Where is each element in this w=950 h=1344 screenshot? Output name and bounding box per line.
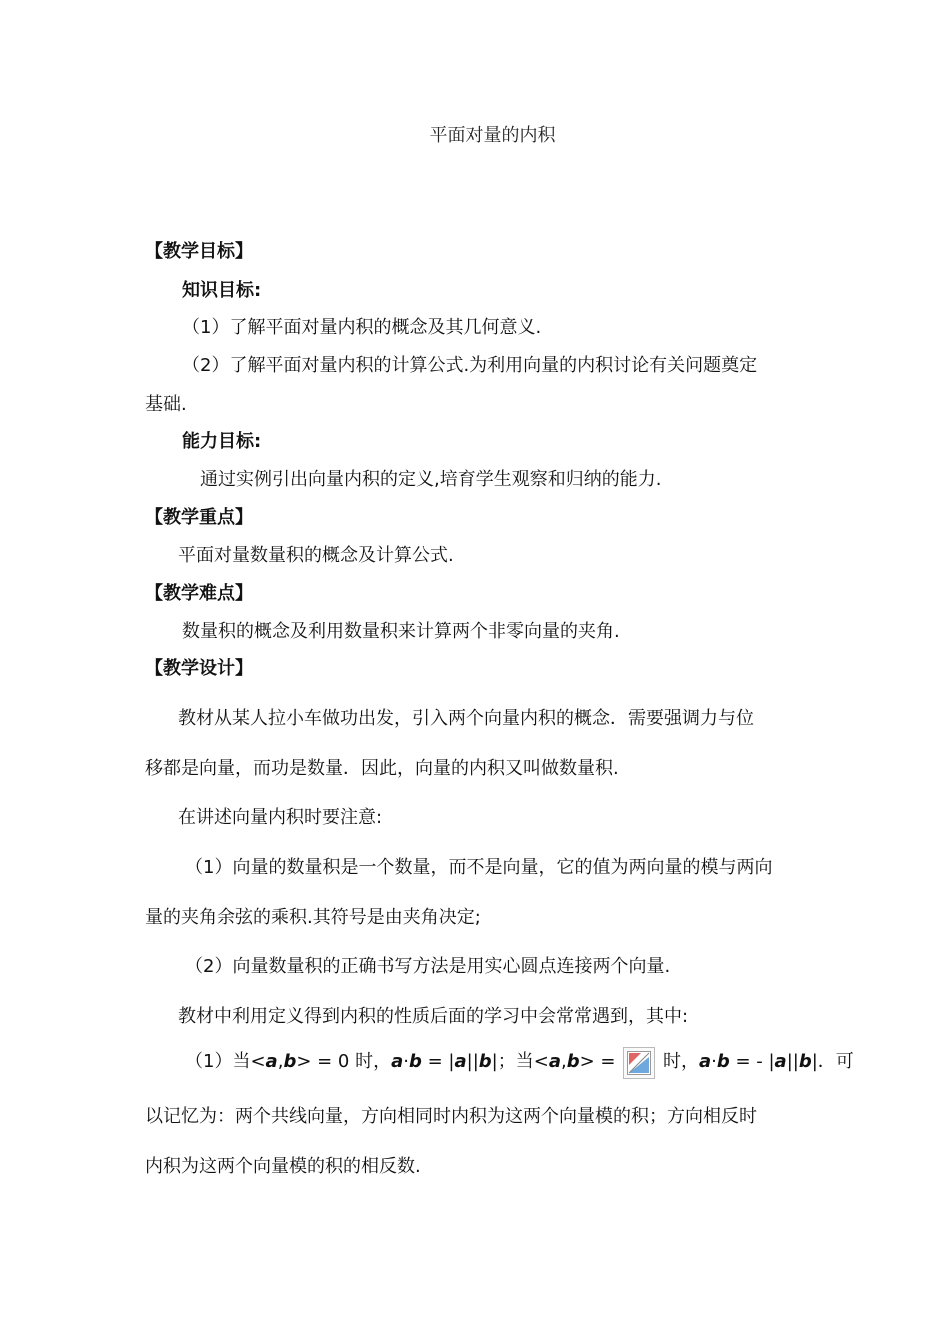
knowledge-item-1: （1）了解平面对量内积的概念及其几何意义. xyxy=(182,317,542,338)
formula-abs-mid: || xyxy=(786,1051,799,1072)
formula-eq-image: > = xyxy=(579,1051,622,1072)
broken-image-icon xyxy=(623,1047,655,1079)
knowledge-item-2-line2: 基础. xyxy=(145,394,187,415)
dot-operator: · xyxy=(403,1051,409,1072)
design-paragraph-5: 教材中利用定义得到内积的性质后面的学习中会常常遇到，其中: xyxy=(178,1006,689,1027)
objectives-heading: 【教学目标】 xyxy=(145,241,253,262)
vector-b: b xyxy=(283,1051,297,1072)
vector-b: b xyxy=(409,1051,422,1072)
vector-a: a xyxy=(548,1051,561,1072)
design-paragraph-3-line1: （1）向量的数量积是一个数量，而不是向量，它的值为两向量的模与两向 xyxy=(185,857,773,878)
formula-eq-abs: = | xyxy=(421,1051,455,1072)
formula-abs-mid: || xyxy=(466,1051,479,1072)
dot-operator: · xyxy=(711,1051,717,1072)
key-points-heading: 【教学重点】 xyxy=(145,507,253,528)
design-paragraph-2: 在讲述向量内积时要注意: xyxy=(178,807,383,828)
knowledge-item-2-line1: （2）了解平面对量内积的计算公式.为利用向量的内积讨论有关问题奠定 xyxy=(182,355,758,376)
design-heading: 【教学设计】 xyxy=(145,658,253,679)
formula-line xyxy=(185,1047,854,1079)
vector-b: b xyxy=(478,1051,492,1072)
design-paragraph-7-line2: 内积为这两个向量模的积的相反数. xyxy=(145,1156,421,1177)
key-points-item-1: 平面对量数量积的概念及计算公式. xyxy=(178,545,454,566)
ability-heading: 能力目标: xyxy=(182,431,262,452)
formula-comma: , xyxy=(560,1051,567,1072)
design-paragraph-1-line2: 移都是向量，而功是数量．因此，向量的内积又叫做数量积. xyxy=(145,758,619,779)
formula-shi: 时， xyxy=(657,1051,699,1072)
vector-a: a xyxy=(265,1051,278,1072)
design-paragraph-7-line1: 以记忆为：两个共线向量，方向相同时内积为这两个向量模的积；方向相反时 xyxy=(145,1106,757,1127)
vector-a: a xyxy=(391,1051,404,1072)
design-paragraph-4: （2）向量数量积的正确书写方法是用实心圆点连接两个向量. xyxy=(185,956,671,977)
knowledge-heading: 知识目标: xyxy=(182,280,262,301)
difficulty-heading: 【教学难点】 xyxy=(145,583,253,604)
vector-a: a xyxy=(698,1051,712,1072)
ability-item-1: 通过实例引出向量内积的定义,培育学生观察和归纳的能力. xyxy=(200,469,662,490)
design-paragraph-3-line2: 量的夹角余弦的乘积.其符号是由夹角决定; xyxy=(145,907,481,928)
formula-eq-zero: > = 0 时， xyxy=(296,1051,392,1072)
design-paragraph-1-line1: 教材从某人拉小车做功出发，引入两个向量内积的概念．需要强调力与位 xyxy=(178,708,754,729)
document-title: 平面对量的内积 xyxy=(429,125,556,146)
vector-a: a xyxy=(774,1051,787,1072)
formula-tail: |．可 xyxy=(811,1051,854,1072)
vector-a: a xyxy=(454,1051,467,1072)
vector-b: b xyxy=(716,1051,730,1072)
formula-prefix: （1）当< xyxy=(185,1051,266,1072)
vector-b: b xyxy=(798,1051,812,1072)
formula-eq-neg: = - | xyxy=(729,1051,775,1072)
formula-abs-end: |；当< xyxy=(491,1051,549,1072)
vector-b: b xyxy=(566,1051,580,1072)
formula-comma: , xyxy=(277,1051,284,1072)
difficulty-item-1: 数量积的概念及利用数量积来计算两个非零向量的夹角. xyxy=(182,621,620,642)
